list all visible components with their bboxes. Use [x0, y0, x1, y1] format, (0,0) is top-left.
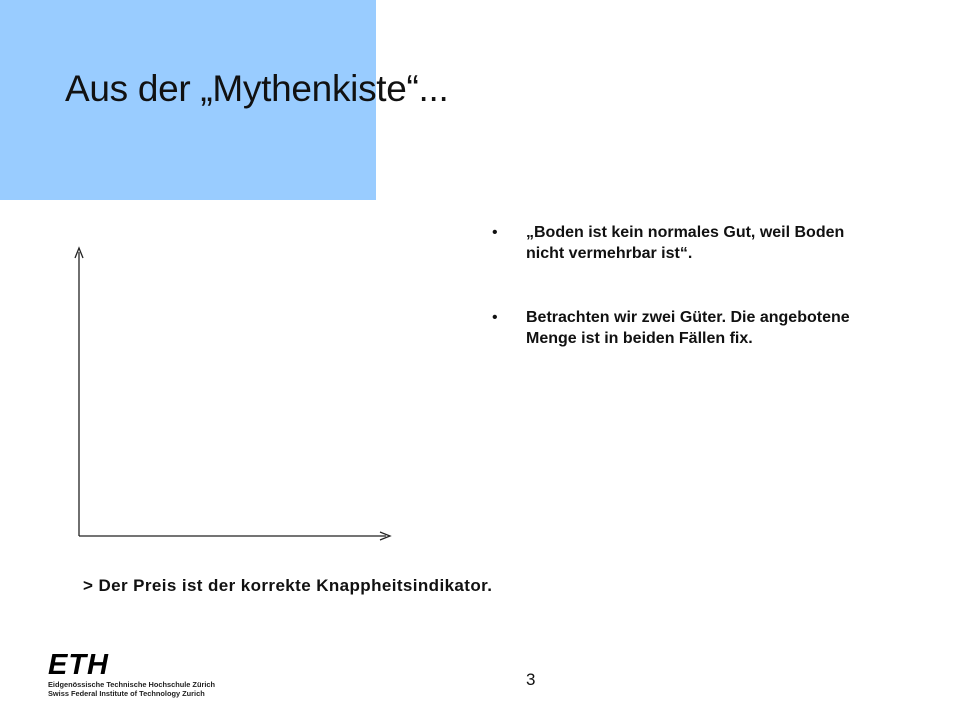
bullet-item: • Betrachten wir zwei Güter. Die angebotene Menge ist in beiden Fällen fix. [490, 307, 850, 349]
eth-logo-line-german: Eidgenössische Technische Hochschule Zürich [48, 680, 216, 689]
slide-title: Aus der „Mythenkiste“... [65, 68, 449, 109]
bullet-item: • „Boden ist kein normales Gut, weil Boden nicht vermehrbar ist“. [490, 222, 850, 264]
eth-logo-line-english: Swiss Federal Institute of Technology Zurich [48, 689, 205, 698]
conclusion-text: > Der Preis ist der korrekte Knappheitsindikator. [83, 576, 493, 595]
eth-logo-mark: ETH [48, 649, 109, 681]
bullet-list [490, 222, 850, 349]
eth-logo [48, 649, 216, 698]
page-number: 3 [526, 670, 536, 689]
empty-axes-diagram [0, 0, 400, 545]
